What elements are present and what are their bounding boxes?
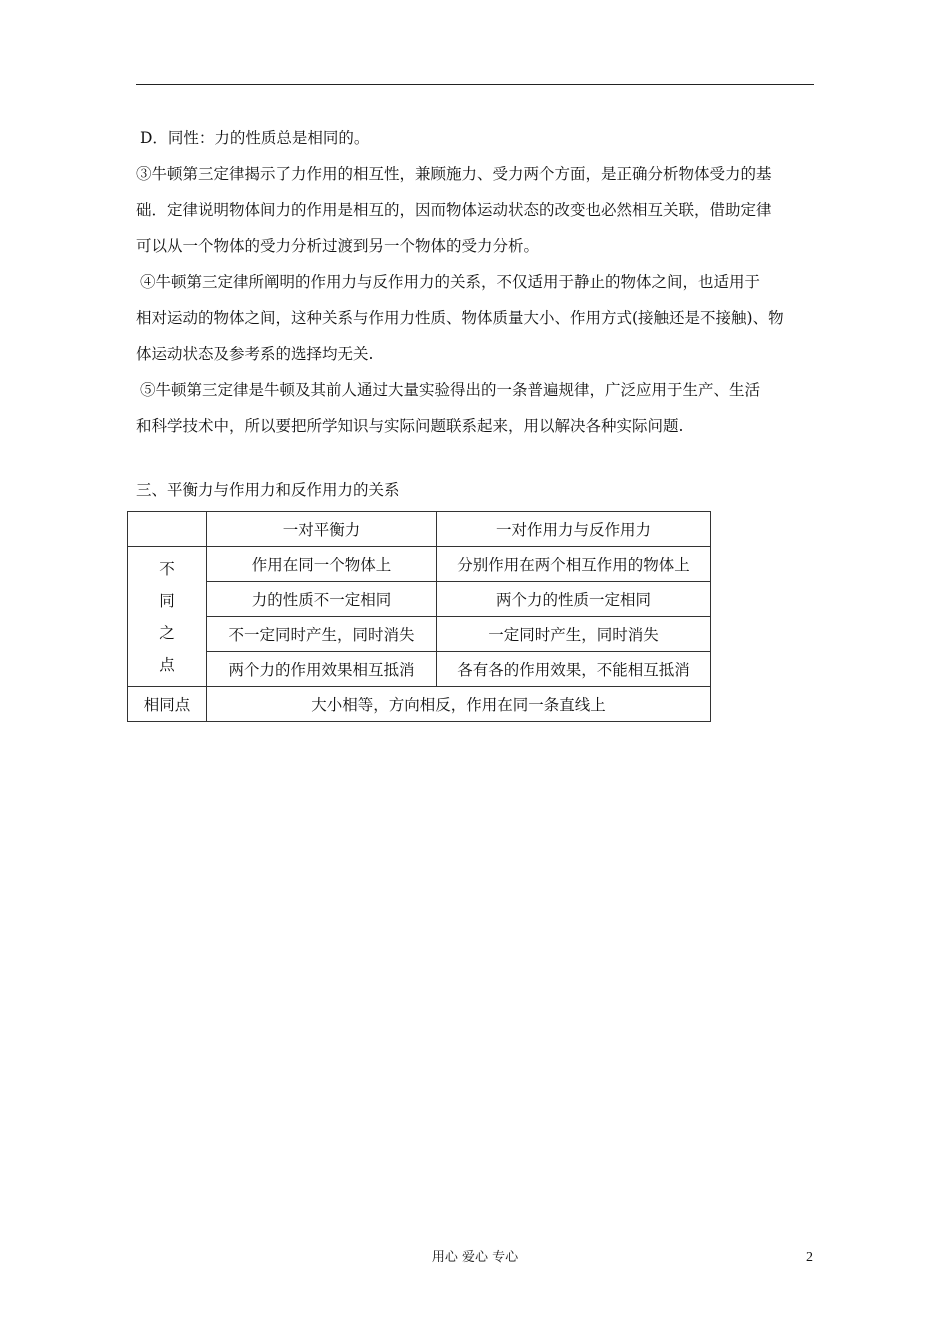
- table-cell: 各有各的作用效果，不能相互抵消: [437, 652, 711, 687]
- section-3-heading: 三、平衡力与作用力和反作用力的关系: [136, 481, 400, 499]
- item-5-paragraph: [136, 372, 822, 444]
- table-header-row: [128, 512, 711, 547]
- item-d-paragraph: [136, 120, 822, 156]
- item-4-line: 相对运动的物体之间，这种关系与作用力性质、物体质量大小、作用方式(接触还是不接触)、物: [136, 309, 784, 327]
- table-cell: 分别作用在两个相互作用的物体上: [437, 547, 711, 582]
- page-number: 2: [806, 1250, 813, 1265]
- item-d-line: D．同性：力的性质总是相同的。: [140, 129, 370, 147]
- table-row: [128, 547, 711, 582]
- table-row: [128, 652, 711, 687]
- table-cell: 两个力的作用效果相互抵消: [207, 652, 437, 687]
- differences-label-char: 不: [159, 559, 175, 578]
- footer-motto: 用心 爱心 专心: [431, 1250, 519, 1265]
- similarity-label-cell: 相同点: [128, 687, 207, 722]
- item-4-line: 体运动状态及参考系的选择均无关.: [136, 345, 374, 363]
- table-cell: 力的性质不一定相同: [207, 582, 437, 617]
- table-row: [128, 582, 711, 617]
- item-5-line: ⑤牛顿第三定律是牛顿及其前人通过大量实验得出的一条普遍规律，广泛应用于生产、生活: [140, 381, 761, 399]
- differences-label-cell: [128, 547, 207, 687]
- item-5-line: 和科学技术中，所以要把所学知识与实际问题联系起来，用以解决各种实际问题.: [136, 417, 684, 435]
- similarity-cell: 大小相等，方向相反，作用在同一条直线上: [207, 687, 711, 722]
- table-corner-cell: [128, 512, 207, 547]
- table-cell: 两个力的性质一定相同: [437, 582, 711, 617]
- item-3-paragraph: [136, 156, 822, 264]
- header-rule: [136, 84, 814, 85]
- item-3-line: ③牛顿第三定律揭示了力作用的相互性，兼顾施力、受力两个方面，是正确分析物体受力的基: [136, 165, 772, 183]
- item-4-paragraph: [136, 264, 822, 372]
- column-header-action-reaction: 一对作用力与反作用力: [437, 512, 711, 547]
- item-3-line: 础．定律说明物体间力的作用是相互的，因而物体运动状态的改变也必然相互关联，借助定律: [136, 201, 772, 219]
- table-row: [128, 617, 711, 652]
- comparison-table: [127, 511, 711, 722]
- table-cell: 一定同时产生，同时消失: [437, 617, 711, 652]
- column-header-balanced-forces: 一对平衡力: [207, 512, 437, 547]
- table-row: [128, 687, 711, 722]
- table-cell: 不一定同时产生，同时消失: [207, 617, 437, 652]
- item-3-line: 可以从一个物体的受力分析过渡到另一个物体的受力分析。: [136, 237, 540, 255]
- table-cell: 作用在同一个物体上: [207, 547, 437, 582]
- differences-label-char: 同: [159, 591, 175, 610]
- differences-label-char: 点: [159, 655, 175, 674]
- item-4-line: ④牛顿第三定律所阐明的作用力与反作用力的关系，不仅适用于静止的物体之间，也适用于: [140, 273, 761, 291]
- differences-label-char: 之: [159, 623, 175, 642]
